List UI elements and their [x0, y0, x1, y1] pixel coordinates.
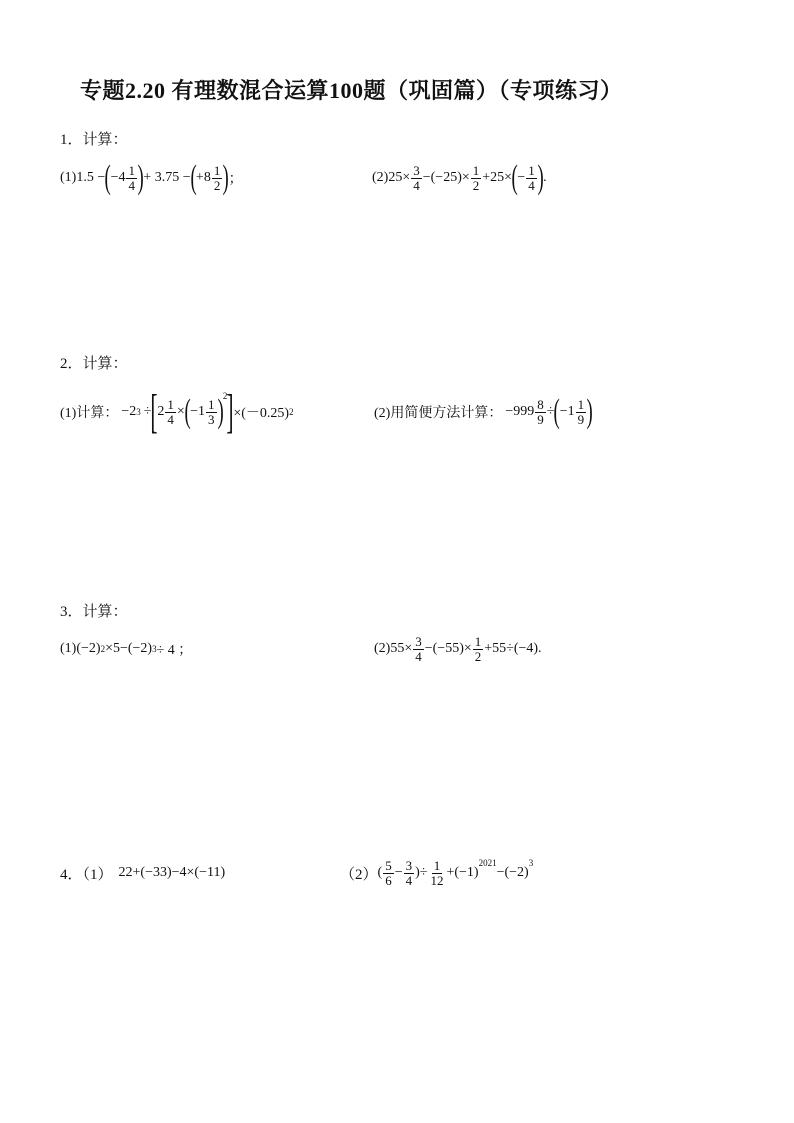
- right-paren: ): [217, 393, 224, 430]
- right-paren: ): [537, 159, 544, 196]
- fraction: $\frac{3}{4}$: [405, 857, 413, 888]
- fraction: $\frac{1}{4}$: [167, 396, 174, 427]
- fraction: $\frac{1}{4}$: [528, 162, 535, 193]
- part-tag: （2）: [340, 866, 378, 883]
- part-tag: (2): [372, 170, 389, 185]
- term: )÷: [415, 865, 428, 880]
- term: (−2): [76, 641, 101, 656]
- term: (: [377, 865, 383, 880]
- part-tag: (1)计算：: [60, 406, 119, 421]
- fraction: $\frac{1}{3}$: [208, 396, 215, 427]
- term: 1.5 −: [76, 170, 106, 185]
- term: −999: [505, 404, 535, 419]
- question-3-label: 3．计算：: [60, 604, 128, 620]
- operator: ÷: [143, 404, 152, 419]
- term: −2: [121, 404, 137, 419]
- exponent: 3: [136, 407, 141, 417]
- fraction: $\frac{1}{2}$: [472, 162, 480, 193]
- question-1-part-2: [372, 153, 547, 203]
- question-4-label: 4．（1）: [60, 866, 113, 883]
- exponent: 3: [528, 858, 534, 868]
- fraction: $\frac{8}{9}$: [537, 396, 544, 427]
- punct: .: [543, 170, 547, 185]
- right-bracket: ]: [226, 385, 234, 438]
- term: +55÷(−4).: [484, 641, 542, 656]
- fraction: $\frac{1}{9}$: [577, 396, 585, 427]
- left-paren: (: [104, 159, 112, 196]
- term: +8: [195, 170, 211, 185]
- question-3-part-2: [374, 624, 542, 674]
- left-paren: (: [184, 393, 191, 430]
- fraction: $\frac{1}{12}$: [430, 857, 444, 888]
- left-bracket: [: [150, 385, 159, 438]
- question-4-part-1: [60, 848, 225, 898]
- fraction: $\frac{5}{6}$: [385, 857, 392, 888]
- page-title: 专题2.20 有理数混合运算100题（巩固篇）（专项练习）: [80, 78, 623, 103]
- part-tag: (2): [374, 641, 391, 656]
- term: ×(－0.25): [233, 406, 290, 421]
- exponent: 2: [289, 407, 294, 417]
- term: −(−25)×: [422, 170, 470, 185]
- fraction: $\frac{1}{2}$: [213, 162, 221, 193]
- term: 2: [157, 404, 165, 419]
- question-1-part-1: [60, 153, 243, 203]
- term: −1: [559, 404, 575, 419]
- operator: −: [394, 865, 403, 880]
- question-1-label: 1．计算：: [60, 132, 128, 148]
- operator: ÷: [546, 404, 555, 419]
- term: 22+(−33)−4×(−11): [118, 865, 226, 880]
- term: ×5−(−2): [105, 641, 153, 656]
- fraction: $\frac{1}{4}$: [128, 162, 135, 193]
- left-paren: (: [190, 159, 197, 196]
- right-paren: ): [586, 393, 593, 430]
- term: +(−1): [446, 865, 479, 880]
- term: −4: [110, 170, 126, 185]
- left-paren: (: [511, 159, 518, 196]
- question-2-label: 2．计算：: [60, 356, 128, 372]
- question-2-part-2: [374, 387, 592, 437]
- fraction: $\frac{1}{2}$: [474, 633, 482, 664]
- term: ÷ 4 ；: [156, 643, 193, 658]
- exponent: 3: [152, 644, 157, 654]
- term: −(−55)×: [424, 641, 472, 656]
- term: −(−2): [496, 865, 529, 880]
- fraction: $\frac{3}{4}$: [413, 162, 420, 193]
- exponent: 2: [222, 391, 228, 401]
- part-tag: (1): [60, 641, 77, 656]
- question-4-part-2: [340, 848, 533, 898]
- term: −1: [190, 404, 206, 419]
- right-paren: ): [222, 159, 230, 196]
- term: + 3.75 −: [143, 170, 191, 185]
- left-paren: (: [553, 393, 561, 430]
- right-paren: ): [137, 159, 144, 196]
- part-tag: (1): [60, 170, 77, 185]
- operator: ×: [176, 404, 185, 419]
- question-3-part-1: [60, 624, 192, 674]
- term: −: [517, 170, 526, 185]
- question-2-part-1: [60, 387, 294, 437]
- term: +25×: [482, 170, 513, 185]
- fraction: $\frac{3}{4}$: [415, 633, 422, 664]
- part-tag: (2)用简便方法计算：: [374, 406, 503, 421]
- term: 55×: [390, 641, 413, 656]
- exponent: 2: [100, 644, 106, 654]
- punct: ；: [228, 172, 243, 187]
- term: 25×: [388, 170, 411, 185]
- exponent: 2021: [478, 858, 497, 868]
